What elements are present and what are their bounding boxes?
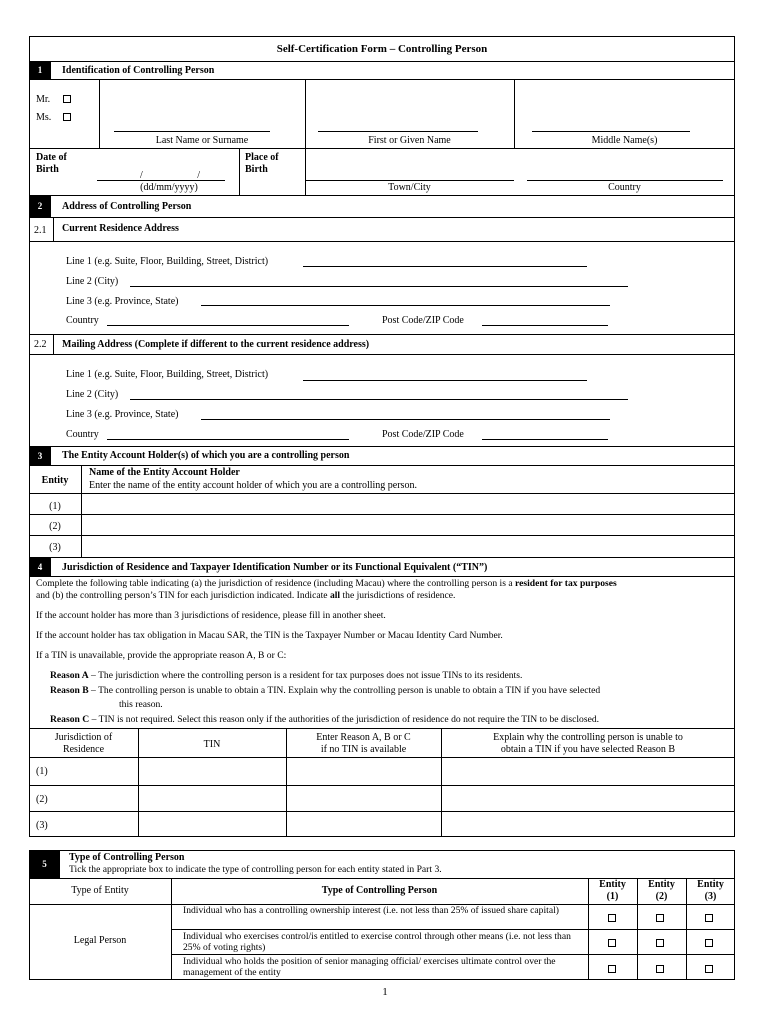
- section-1-heading: Identification of Controlling Person: [62, 65, 215, 76]
- dob-label: Date of Birth: [36, 152, 67, 175]
- middle-name-label: Middle Name(s): [591, 135, 658, 146]
- mailing-line3-field[interactable]: [201, 419, 610, 420]
- mailing-country-field[interactable]: [107, 439, 349, 440]
- tin-row-2-label: (2): [36, 794, 48, 805]
- entity-name-col-title: Name of the Entity Account Holder: [89, 467, 240, 478]
- section-4-note-reasons: If a TIN is unavailable, provide the appropriate reason A, B or C:: [36, 650, 287, 661]
- section-2-heading: Address of Controlling Person: [62, 201, 192, 212]
- section-5-sub: Tick the appropriate box to indicate the type of controlling person for each entity stated in Part 3.: [69, 864, 442, 875]
- entity-3-col-header: Entity (3): [697, 879, 724, 902]
- title-ms-checkbox[interactable]: [63, 113, 71, 121]
- entity-name-col-sub: Enter the name of the entity account holder of which you are a controlling person.: [89, 480, 417, 491]
- mailing-country-label: Country: [66, 429, 99, 440]
- entity-row-3-name-field[interactable]: [82, 536, 734, 556]
- entity-row-2-name-field[interactable]: [82, 515, 734, 535]
- section-4-note-sheets: If the account holder has more than 3 jurisdictions of residence, please fill in another sheet.: [36, 610, 386, 621]
- entity-row-2-label: (2): [49, 521, 61, 532]
- dob-separators: / /: [140, 170, 227, 181]
- cp-type-row-3-entity-1-checkbox[interactable]: [608, 965, 616, 973]
- title-mr-checkbox[interactable]: [63, 95, 71, 103]
- page-number: 1: [382, 986, 388, 998]
- town-label: Town/City: [388, 182, 431, 193]
- residence-postcode-label: Post Code/ZIP Code: [382, 315, 464, 326]
- type-of-entity-col-header: Type of Entity: [71, 885, 129, 896]
- reason-col-header: Enter Reason A, B or C if no TIN is available: [316, 732, 411, 755]
- title-ms-label: Ms.: [36, 112, 52, 123]
- explain-col-header: Explain why the controlling person is unable to obtain a TIN if you have selected Reason B: [493, 732, 683, 755]
- tin-row-3-fields[interactable]: [139, 812, 734, 836]
- cp-type-row-2-entity-3-checkbox[interactable]: [705, 939, 713, 947]
- entity-row-1-label: (1): [49, 501, 61, 512]
- cp-type-row-2-label: Individual who exercises control/is entitled to exercise control through other means (i.e. not less than 25% of voting rights): [183, 931, 571, 953]
- reason-b-cont: this reason.: [119, 699, 163, 710]
- cp-type-row-3-entity-3-checkbox[interactable]: [705, 965, 713, 973]
- mailing-line1-label: Line 1 (e.g. Suite, Floor, Building, Street, District): [66, 369, 269, 380]
- cp-type-row-1-entity-3-checkbox[interactable]: [705, 914, 713, 922]
- entity-row-3-label: (3): [49, 542, 61, 553]
- section-2-2-heading: Mailing Address (Complete if different to the current residence address): [62, 339, 370, 350]
- section-2-1-number: 2.1: [34, 225, 47, 236]
- tin-col-header: TIN: [203, 739, 221, 750]
- cp-type-row-1-entity-1-checkbox[interactable]: [608, 914, 616, 922]
- country-field[interactable]: [527, 180, 723, 181]
- section-5-number: 5: [29, 851, 60, 878]
- country-label: Country: [608, 182, 641, 193]
- section-4-note-macau: If the account holder has tax obligation in Macau SAR, the TIN is the Taxpayer Number or Macau Identity Card Number.: [36, 630, 503, 641]
- entity-row-1-name-field[interactable]: [82, 494, 734, 514]
- residence-line2-field[interactable]: [130, 286, 628, 287]
- residence-country-field[interactable]: [107, 325, 349, 326]
- residence-country-label: Country: [66, 315, 99, 326]
- section-3-heading: The Entity Account Holder(s) of which you are a controlling person: [62, 450, 350, 461]
- mailing-line1-field[interactable]: [303, 380, 587, 381]
- cp-type-row-2-entity-2-checkbox[interactable]: [656, 939, 664, 947]
- pob-label: Place of Birth: [245, 152, 279, 175]
- tin-row-1-fields[interactable]: [139, 758, 734, 785]
- tin-row-2-fields[interactable]: [139, 786, 734, 811]
- cp-type-row-3-label: Individual who holds the position of senior managing official/ exercises ultimate control over the management of the entity: [183, 956, 556, 978]
- entity-col-header: Entity: [41, 475, 69, 486]
- mailing-line2-field[interactable]: [130, 399, 628, 400]
- section-5-heading: Type of Controlling Person: [69, 852, 185, 863]
- jurisdiction-col-header: Jurisdiction of Residence: [54, 732, 113, 755]
- residence-line1-label: Line 1 (e.g. Suite, Floor, Building, Street, District): [66, 256, 269, 267]
- reason-b: Reason B – The controlling person is unable to obtain a TIN. Explain why the controlling person is unable to obtain a TIN if you have selected: [50, 685, 601, 696]
- tin-row-1-label: (1): [36, 766, 48, 777]
- cp-type-row-2-entity-1-checkbox[interactable]: [608, 939, 616, 947]
- residence-line3-field[interactable]: [201, 305, 610, 306]
- first-name-label: First or Given Name: [368, 135, 451, 146]
- reason-a: Reason A – The jurisdiction where the controlling person is a resident for tax purposes does not issue TINs to its residents.: [50, 670, 523, 681]
- residence-line3-label: Line 3 (e.g. Province, State): [66, 296, 179, 307]
- dob-format: (dd/mm/yyyy): [140, 182, 198, 193]
- title-mr-label: Mr.: [36, 94, 51, 105]
- middle-name-field[interactable]: [532, 131, 690, 132]
- mailing-postcode-label: Post Code/ZIP Code: [382, 429, 464, 440]
- section-3-number: 3: [29, 447, 51, 465]
- mailing-line3-label: Line 3 (e.g. Province, State): [66, 409, 179, 420]
- section-4-intro-line2: and (b) the controlling person’s TIN for each jurisdiction indicated. Indicate all the jurisdictions of residence.: [36, 590, 456, 601]
- section-2-number: 2: [29, 196, 51, 217]
- residence-line1-field[interactable]: [303, 266, 587, 267]
- residence-postcode-field[interactable]: [482, 325, 608, 326]
- first-name-field[interactable]: [318, 131, 478, 132]
- section-1-number: 1: [29, 62, 51, 79]
- cp-type-row-1-entity-2-checkbox[interactable]: [656, 914, 664, 922]
- legal-person-label: Legal Person: [73, 935, 127, 946]
- residence-line2-label: Line 2 (City): [66, 276, 119, 287]
- section-4-intro: Complete the following table indicating (a) the jurisdiction of residence (including Macau) where the controlling person is a resident for tax purposes: [36, 578, 617, 589]
- entity-2-col-header: Entity (2): [648, 879, 675, 902]
- last-name-field[interactable]: [114, 131, 270, 132]
- section-2-1-heading: Current Residence Address: [62, 223, 179, 234]
- section-4-number: 4: [29, 558, 51, 576]
- mailing-postcode-field[interactable]: [482, 439, 608, 440]
- reason-c: Reason C – TIN is not required. Select this reason only if the authorities of the jurisdiction of residence do not require the TIN to be disclosed.: [50, 714, 600, 725]
- town-field[interactable]: [306, 180, 514, 181]
- mailing-line2-label: Line 2 (City): [66, 389, 119, 400]
- section-2-2-number: 2.2: [34, 339, 47, 350]
- entity-1-col-header: Entity (1): [599, 879, 626, 902]
- type-of-cp-col-header: Type of Controlling Person: [321, 885, 438, 896]
- last-name-label: Last Name or Surname: [155, 135, 249, 146]
- cp-type-row-3-entity-2-checkbox[interactable]: [656, 965, 664, 973]
- tin-row-3-label: (3): [36, 820, 48, 831]
- section-4-heading: Jurisdiction of Residence and Taxpayer Identification Number or its Functional Equivalent (“TIN”): [62, 562, 488, 573]
- cp-type-row-1-label: Individual who has a controlling ownership interest (i.e. not less than 25% of issued share capital): [183, 905, 559, 916]
- form-title: Self-Certification Form – Controlling Person: [276, 43, 488, 55]
